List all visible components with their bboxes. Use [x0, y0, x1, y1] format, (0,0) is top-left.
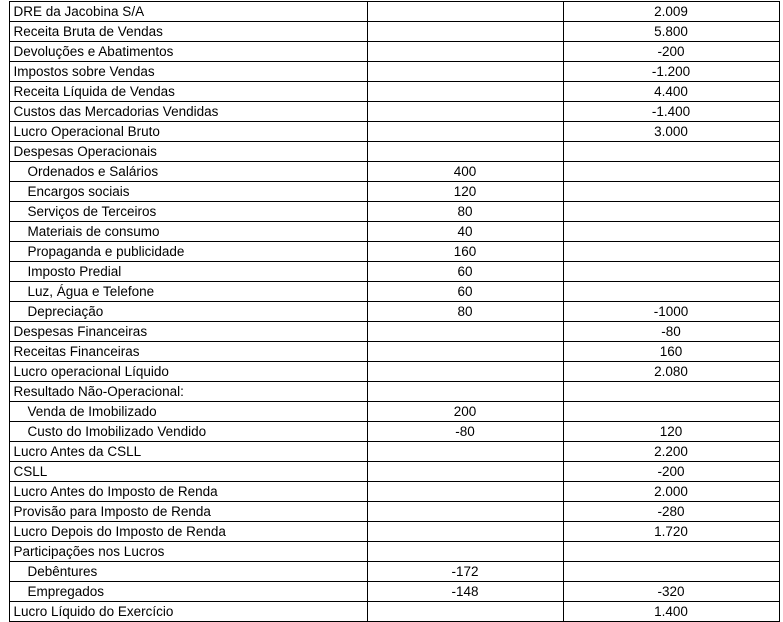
row-partial-value: [367, 502, 563, 522]
row-partial-value: 60: [367, 282, 563, 302]
row-total-value: -200: [563, 42, 779, 62]
row-total-value: [563, 542, 779, 562]
row-label: Serviços de Terceiros: [9, 202, 367, 222]
row-label: Receita Líquida de Vendas: [9, 82, 367, 102]
row-total-value: [563, 202, 779, 222]
row-total-value: 2.000: [563, 482, 779, 502]
dre-table: [9, 1, 780, 622]
row-label: Receita Bruta de Vendas: [9, 22, 367, 42]
row-partial-value: [367, 102, 563, 122]
row-label: CSLL: [9, 462, 367, 482]
row-total-value: 5.800: [563, 22, 779, 42]
table-row: [9, 62, 779, 82]
row-label: Venda de Imobilizado: [9, 402, 367, 422]
table-row: [9, 382, 779, 402]
row-total-value: 1.720: [563, 522, 779, 542]
table-row: [9, 82, 779, 102]
row-partial-value: [367, 462, 563, 482]
row-partial-value: [367, 2, 563, 22]
table-row: [9, 402, 779, 422]
table-row: [9, 242, 779, 262]
row-label: Devoluções e Abatimentos: [9, 42, 367, 62]
row-partial-value: [367, 382, 563, 402]
row-partial-value: [367, 82, 563, 102]
row-total-value: -320: [563, 582, 779, 602]
table-row: [9, 2, 779, 22]
row-total-value: -80: [563, 322, 779, 342]
row-partial-value: 160: [367, 242, 563, 262]
table-row: [9, 362, 779, 382]
table-row: [9, 442, 779, 462]
row-total-value: [563, 182, 779, 202]
row-partial-value: [367, 522, 563, 542]
row-label: Debêntures: [9, 562, 367, 582]
table-row: [9, 462, 779, 482]
row-label: Custo do Imobilizado Vendido: [9, 422, 367, 442]
row-label: Custos das Mercadorias Vendidas: [9, 102, 367, 122]
table-row: [9, 542, 779, 562]
row-label: Encargos sociais: [9, 182, 367, 202]
row-label: Lucro operacional Líquido: [9, 362, 367, 382]
table-row: [9, 322, 779, 342]
row-label: Despesas Financeiras: [9, 322, 367, 342]
row-total-value: 2.009: [563, 2, 779, 22]
row-total-value: 3.000: [563, 122, 779, 142]
row-partial-value: 200: [367, 402, 563, 422]
table-row: [9, 142, 779, 162]
row-label: Lucro Antes da CSLL: [9, 442, 367, 462]
row-label: Receitas Financeiras: [9, 342, 367, 362]
row-label: Impostos sobre Vendas: [9, 62, 367, 82]
row-label: Depreciação: [9, 302, 367, 322]
row-partial-value: [367, 42, 563, 62]
table-row: [9, 182, 779, 202]
row-partial-value: -172: [367, 562, 563, 582]
row-label: DRE da Jacobina S/A: [9, 2, 367, 22]
row-total-value: -280: [563, 502, 779, 522]
row-total-value: -200: [563, 462, 779, 482]
table-row: [9, 262, 779, 282]
row-partial-value: [367, 482, 563, 502]
table-row: [9, 122, 779, 142]
table-row: [9, 582, 779, 602]
row-total-value: [563, 162, 779, 182]
row-partial-value: 40: [367, 222, 563, 242]
row-label: Luz, Água e Telefone: [9, 282, 367, 302]
row-total-value: [563, 382, 779, 402]
row-partial-value: 120: [367, 182, 563, 202]
row-label: Resultado Não-Operacional:: [9, 382, 367, 402]
row-label: Imposto Predial: [9, 262, 367, 282]
table-row: [9, 162, 779, 182]
table-row: [9, 102, 779, 122]
row-partial-value: -148: [367, 582, 563, 602]
table-row: [9, 22, 779, 42]
row-partial-value: -80: [367, 422, 563, 442]
row-total-value: 160: [563, 342, 779, 362]
row-partial-value: [367, 602, 563, 622]
row-total-value: 120: [563, 422, 779, 442]
row-label: Participações nos Lucros: [9, 542, 367, 562]
row-label: Empregados: [9, 582, 367, 602]
row-partial-value: 400: [367, 162, 563, 182]
table-row: [9, 42, 779, 62]
row-total-value: -1.400: [563, 102, 779, 122]
row-total-value: [563, 562, 779, 582]
row-partial-value: [367, 22, 563, 42]
table-row: [9, 602, 779, 622]
table-row: [9, 522, 779, 542]
row-partial-value: [367, 62, 563, 82]
row-total-value: [563, 262, 779, 282]
table-row: [9, 202, 779, 222]
row-partial-value: 80: [367, 202, 563, 222]
table-row: [9, 482, 779, 502]
row-partial-value: [367, 142, 563, 162]
table-row: [9, 222, 779, 242]
row-partial-value: 80: [367, 302, 563, 322]
row-partial-value: [367, 442, 563, 462]
row-partial-value: [367, 362, 563, 382]
table-row: [9, 502, 779, 522]
row-label: Ordenados e Salários: [9, 162, 367, 182]
row-total-value: -1000: [563, 302, 779, 322]
row-label: Despesas Operacionais: [9, 142, 367, 162]
table-row: [9, 302, 779, 322]
row-label: Lucro Líquido do Exercício: [9, 602, 367, 622]
row-total-value: [563, 222, 779, 242]
row-label: Lucro Operacional Bruto: [9, 122, 367, 142]
table-row: [9, 342, 779, 362]
row-label: Provisão para Imposto de Renda: [9, 502, 367, 522]
row-label: Lucro Depois do Imposto de Renda: [9, 522, 367, 542]
row-label: Propaganda e publicidade: [9, 242, 367, 262]
row-label: Materiais de consumo: [9, 222, 367, 242]
row-label: Lucro Antes do Imposto de Renda: [9, 482, 367, 502]
row-total-value: [563, 142, 779, 162]
dre-table-body: [9, 2, 779, 622]
row-total-value: 1.400: [563, 602, 779, 622]
row-total-value: [563, 402, 779, 422]
row-partial-value: [367, 542, 563, 562]
row-total-value: 2.200: [563, 442, 779, 462]
row-total-value: 4.400: [563, 82, 779, 102]
table-row: [9, 562, 779, 582]
table-row: [9, 282, 779, 302]
row-partial-value: [367, 322, 563, 342]
row-total-value: -1.200: [563, 62, 779, 82]
row-partial-value: 60: [367, 262, 563, 282]
row-total-value: [563, 282, 779, 302]
row-partial-value: [367, 342, 563, 362]
row-total-value: [563, 242, 779, 262]
table-row: [9, 422, 779, 442]
row-partial-value: [367, 122, 563, 142]
row-total-value: 2.080: [563, 362, 779, 382]
